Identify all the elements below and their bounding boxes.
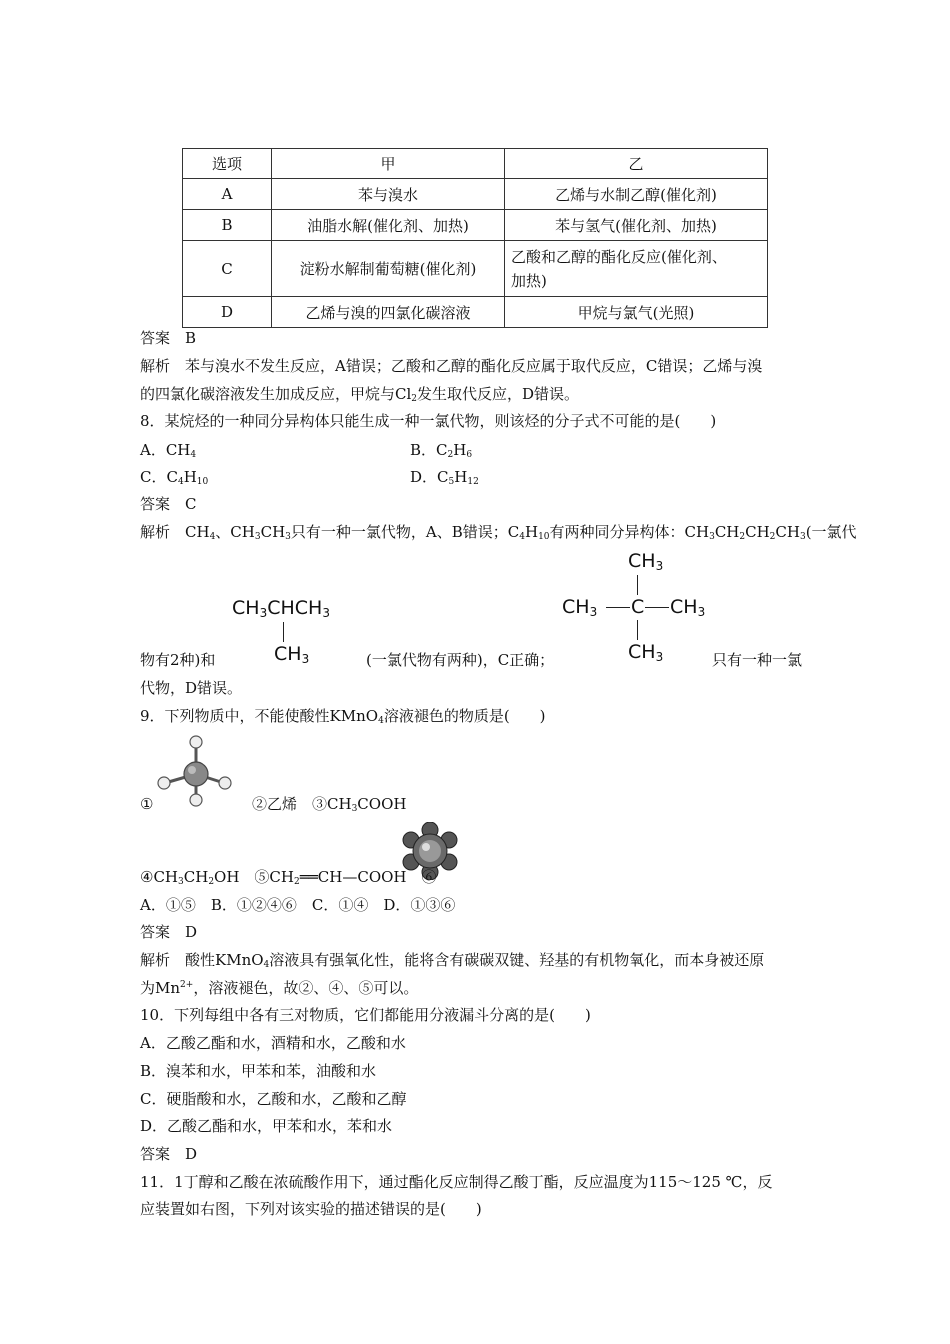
q10-option-c: C．硬脂酸和水，乙酸和水，乙酸和乙醇 — [140, 1090, 407, 1108]
analysis-q7-line2: 的四氯化碳溶液发生加成反应，甲烷与$Cl_2$发生取代反应，D错误。 — [140, 385, 580, 404]
q10-option-a: A．乙酸乙酯和水，酒精和水，乙酸和水 — [140, 1034, 406, 1052]
answer-q10: 答案 D — [140, 1145, 198, 1163]
bond-line — [645, 607, 669, 608]
table-cell: 油脂水解(催化剂、加热) — [272, 210, 505, 241]
table-header: 甲 — [272, 149, 505, 179]
neopentane-center: C — [631, 596, 645, 618]
q8-option-b: B．$C_2H_6$ — [410, 441, 473, 460]
table-row — [183, 241, 768, 297]
analysis-q8-line2c: 只有一种一氯 — [712, 651, 803, 669]
table-cell: 淀粉水解制葡萄糖(催化剂) — [272, 241, 505, 297]
options-table — [182, 148, 768, 328]
bond-line — [283, 622, 284, 642]
table-cell: A — [183, 179, 272, 210]
question-11-line2: 应装置如右图，下列对该实验的描述错误的是( ) — [140, 1200, 482, 1218]
q9-options: A．①⑤ B．①②④⑥ C．①④ D．①③⑥ — [140, 896, 456, 914]
q8-option-c: C．$C_4H_{10}$ — [140, 468, 209, 487]
table-cell-line: 乙酸和乙醇的酯化反应(催化剂、 — [511, 247, 727, 266]
question-8-stem: 8．某烷烃的一种同分异构体只能生成一种一氯代物，则该烃的分子式不可能的是( ) — [140, 412, 717, 430]
bond-line — [606, 607, 630, 608]
question-10-stem: 10．下列每组中各有三对物质，它们都能用分液漏斗分离的是( ) — [140, 1006, 591, 1024]
neopentane-top: $CH_3$ — [628, 550, 664, 573]
methane-ball-stick-model — [152, 733, 236, 807]
q8-option-a: A．$CH_4$ — [140, 441, 197, 460]
neopentane-left: $CH_3$ — [562, 596, 598, 619]
analysis-q8-line2a: 物有2种)和 — [140, 651, 216, 669]
neopentane-right: $CH_3$ — [670, 596, 706, 619]
analysis-q9-line2: 为$Mn^{2+}$，溶液褪色，故②、④、⑤可以。 — [140, 979, 419, 997]
table-cell: 甲烷与氯气(光照) — [505, 297, 768, 328]
table-cell: D — [183, 297, 272, 328]
q8-option-d: D．$C_5H_{12}$ — [410, 468, 479, 487]
q9-item-1: ① — [140, 795, 154, 813]
q9-items-4-6: $④CH_3CH_2OH$ $⑤CH_2══CH—COOH$ ⑥ — [140, 868, 437, 887]
analysis-q7-line1: 解析 苯与溴水不发生反应，A错误；乙酸和乙醇的酯化反应属于取代反应，C错误；乙烯与溴 — [140, 357, 763, 375]
table-cell: 乙烯与溴的四氯化碳溶液 — [272, 297, 505, 328]
q10-option-d: D．乙酸乙酯和水，甲苯和水，苯和水 — [140, 1117, 393, 1135]
table-cell: 苯与氢气(催化剂、加热) — [505, 210, 768, 241]
neopentane-bottom: $CH_3$ — [628, 641, 664, 664]
bond-line — [637, 620, 638, 640]
analysis-q8-line1: 解析 $CH_4$、$CH_3CH_3$只有一种一氯代物，A、B错误；$C_4H_{10}$有两种同分异构体：$CH_3CH_2CH_2CH_3$(一氯代 — [140, 523, 857, 542]
analysis-q9-line1: 解析 酸性KMnO$_4$溶液具有强氧化性，能将含有碳碳双键、羟基的有机物氧化，而本身被还原 — [140, 951, 765, 970]
table-row — [183, 179, 768, 210]
answer-q9: 答案 D — [140, 923, 198, 941]
table-row — [183, 297, 768, 328]
table-header: 乙 — [505, 149, 768, 179]
q9-items-2-3: ②乙烯 $③CH_3COOH$ — [252, 795, 407, 814]
q10-option-b: B．溴苯和水，甲苯和苯，油酸和水 — [140, 1062, 377, 1080]
table-header: 选项 — [183, 149, 272, 179]
question-11-line1: 11．1丁醇和乙酸在浓硫酸作用下，通过酯化反应制得乙酸丁酯，反应温度为115～125 ℃，反 — [140, 1173, 773, 1191]
table-cell: 苯与溴水 — [272, 179, 505, 210]
isobutane-formula-top: $CH_3CHCH_3$ — [232, 597, 330, 620]
answer-q8: 答案 C — [140, 495, 197, 513]
table-cell: C — [183, 241, 272, 297]
answer-q7: 答案 B — [140, 329, 197, 347]
table-cell: B — [183, 210, 272, 241]
table-cell — [505, 241, 768, 297]
analysis-q8-line3: 代物，D错误。 — [140, 679, 243, 697]
table-cell: 乙烯与水制乙醇(催化剂) — [505, 179, 768, 210]
bond-line — [637, 575, 638, 595]
isobutane-formula-bottom: $CH_3$ — [274, 643, 310, 666]
table-row — [183, 210, 768, 241]
question-9-stem: 9．下列物质中，不能使酸性KMnO$_4$溶液褪色的物质是( ) — [140, 707, 546, 726]
analysis-q8-line2b: (一氯代物有两种)，C正确； — [366, 651, 555, 669]
table-cell-line: 加热) — [511, 271, 547, 290]
